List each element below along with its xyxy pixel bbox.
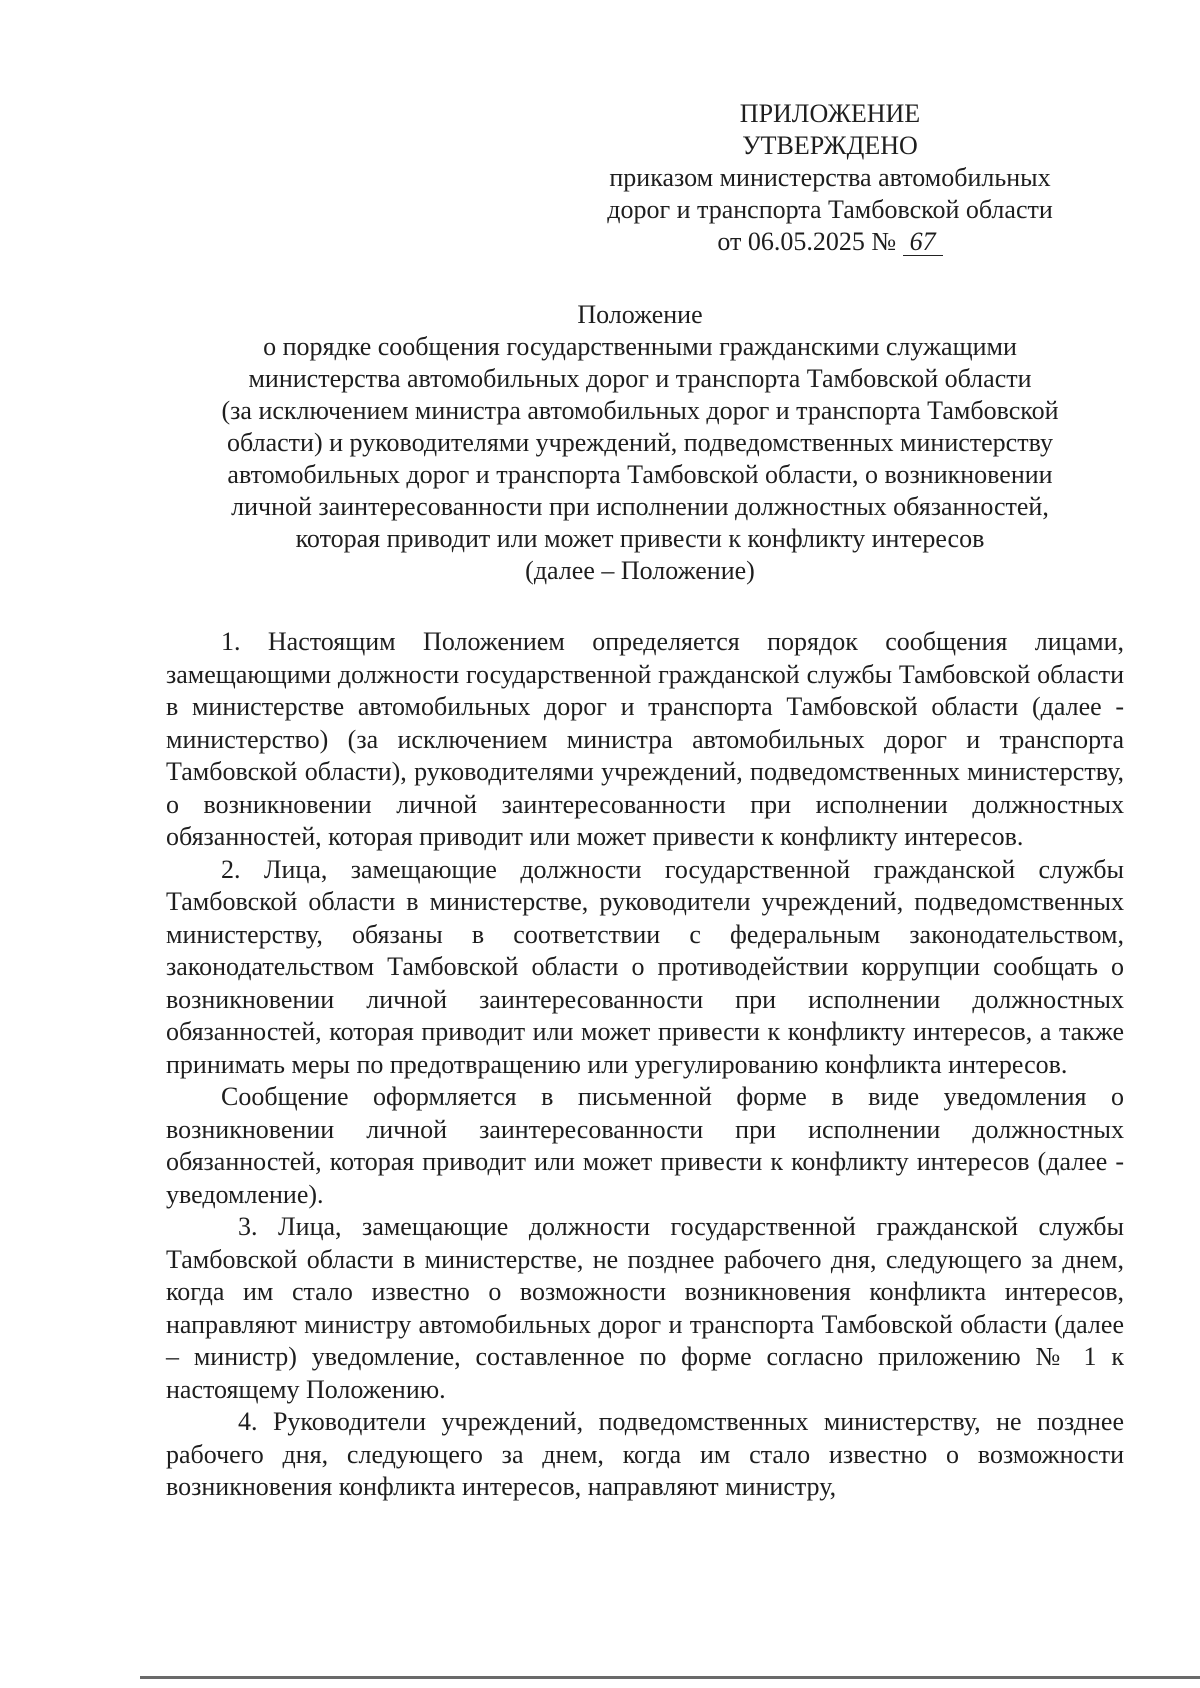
order-line-1: приказом министерства автомобильных — [609, 163, 1051, 192]
title-line: области) и руководителями учреждений, подведомственных министерству — [227, 428, 1053, 457]
order-number: 67 — [903, 229, 943, 256]
document-body — [166, 626, 1124, 1504]
paragraph-1: 1. Настоящим Положением определяется порядок сообщения лицами, замещающими должности государственной гражданской службы Тамбовской области в министерстве автомобильных дорог и транспорта Тамбовской области (далее - министерство) (за исключением министра автомобильных дорог и транспорта Тамбовской области), руководителями учреждений, подведомственных министерству, о возникновении личной заинтересованности при исполнении должностных обязанностей, которая приводит или может привести к конфликту интересов. — [166, 627, 1124, 851]
approved-label: УТВЕРЖДЕНО — [742, 131, 918, 160]
paragraph-4: 4. Руководители учреждений, подведомственных министерству, не позднее рабочего дня, следующего за днем, когда им стало известно о возможности возникновения конфликта интересов, направляют министру, — [166, 1407, 1124, 1501]
order-date: от 06.05.2025 № — [717, 227, 897, 256]
paragraph-3: 3. Лица, замещающие должности государственной гражданской службы Тамбовской области в министерстве, не позднее рабочего дня, следующего за днем, когда им стало известно о возможности возникновения конфликта интересов, направляют министру автомобильных дорог и транспорта Тамбовской области (далее – министр) уведомление, составленное по форме согласно приложению № 1 к настоящему Положению. — [166, 1212, 1124, 1404]
appendix-label: ПРИЛОЖЕНИЕ — [739, 99, 921, 128]
title-line: автомобильных дорог и транспорта Тамбовской области, о возникновении — [227, 460, 1053, 489]
document-title — [160, 299, 1120, 587]
title-line: министерства автомобильных дорог и транспорта Тамбовской области — [248, 364, 1032, 393]
paragraph-2: 2. Лица, замещающие должности государственной гражданской службы Тамбовской области в министерстве, руководители учреждений, подведомственных министерству, обязаны в соответствии с федеральным законодательством, законодательством Тамбовской области о противодействии коррупции сообщать о возникновении личной заинтересованности при исполнении должностных обязанностей, которая приводит или может привести к конфликту интересов, а также принимать меры по предотвращению или урегулированию конфликта интересов. — [166, 854, 1124, 1079]
title-line: (далее – Положение) — [525, 556, 755, 585]
approval-stamp-block — [570, 98, 1090, 258]
page-bottom-edge — [140, 1676, 1200, 1679]
title-line: личной заинтересованности при исполнении должностных обязанностей, — [231, 492, 1049, 521]
title-line: которая приводит или может привести к конфликту интересов — [295, 524, 985, 553]
order-date-line — [570, 226, 1090, 258]
title-line: о порядке сообщения государственными гражданскими служащими — [263, 332, 1017, 361]
paragraph-notification: Сообщение оформляется в письменной форме в виде уведомления о возникновении личной заинтересованности при исполнении должностных обязанностей, которая приводит или может привести к конфликту интересов (далее - уведомление). — [166, 1082, 1124, 1209]
title-heading: Положение — [577, 300, 703, 329]
order-line-2: дорог и транспорта Тамбовской области — [607, 195, 1053, 224]
title-line: (за исключением министра автомобильных дорог и транспорта Тамбовской — [221, 396, 1059, 425]
